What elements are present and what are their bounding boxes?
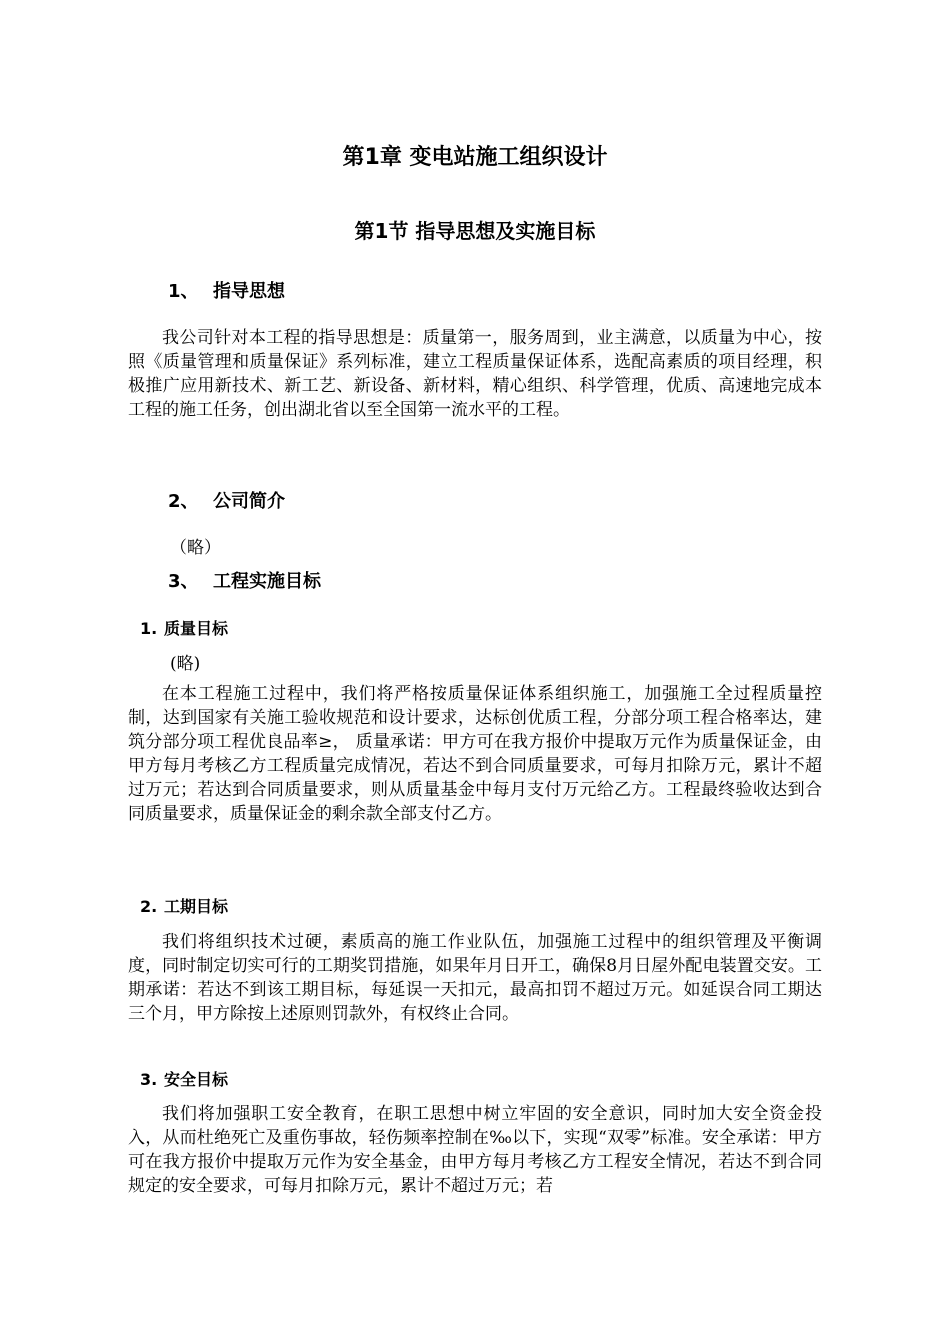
- heading-number: 2、: [168, 491, 199, 512]
- subheading-safety-goal: [140, 1068, 228, 1092]
- subheading-number: 2.: [140, 897, 158, 916]
- heading-text: 公司简介: [213, 491, 285, 512]
- subheading-schedule-goal: [140, 895, 228, 919]
- schedule-paragraph: 我们将组织技术过硬，素质高的施工作业队伍，加强施工过程中的组织管理及平衡调度，同时制定切实可行的工期奖罚措施，如果年月日开工，确保8月日屋外配电装置交安。工期承诺：若达不到该工期目标，每延误一天扣元，最高扣罚不超过万元。如延误合同工期达三个月，甲方除按上述原则罚款外，有权终止合同。: [128, 932, 822, 1024]
- quality-paragraph: 在本工程施工过程中，我们将严格按质量保证体系组织施工，加强施工全过程质量控制，达到国家有关施工验收规范和设计要求，达标创优质工程，分部分项工程合格率达，建筑分部分项工程优良品率≥， 质量承诺：甲方可在我方报价中提取万元作为质量保证金，由甲方每月考核乙方工程质量完成情况，若达不到合同质量要求，可每月扣除万元，累计不超过万元；若达到合同质量要求，则从质量基金中每月支付万元给乙方。工程最终验收达到合同质量要求，质量保证金的剩余款全部支付乙方。: [128, 684, 822, 824]
- heading-number: 1、: [168, 281, 199, 302]
- subheading-text: 工期目标: [164, 897, 229, 916]
- subheading-quality-goal: [140, 617, 228, 641]
- safety-paragraph: 我们将加强职工安全教育，在职工思想中树立牢固的安全意识，同时加大安全资金投入，从而杜绝死亡及重伤事故，轻伤频率控制在‰以下，实现“双零”标准。安全承诺：甲方可在我方报价中提取万元作为安全基金，由甲方每月考核乙方工程安全情况，若达不到合同规定的安全要求，可每月扣除万元，累计不超过万元；若: [128, 1104, 822, 1196]
- heading-implementation-goals: [168, 568, 321, 596]
- quality-note: (略): [170, 654, 201, 674]
- heading-number: 3、: [168, 571, 199, 592]
- subheading-number: 1.: [140, 619, 158, 638]
- section-title: 第1节 指导思想及实施目标: [354, 219, 596, 243]
- company-note: （略）: [170, 538, 221, 558]
- chapter-title: 第1章 变电站施工组织设计: [342, 145, 608, 170]
- subheading-number: 3.: [140, 1070, 158, 1089]
- subheading-text: 安全目标: [164, 1070, 229, 1089]
- guiding-paragraph: 我公司针对本工程的指导思想是：质量第一，服务周到，业主满意，以质量为中心，按照《质量管理和质量保证》系列标准，建立工程质量保证体系，选配高素质的项目经理，积极推广应用新技术、新工艺、新设备、新材料，精心组织、科学管理，优质、高速地完成本工程的施工任务，创出湖北省以至全国第一流水平的工程。: [128, 328, 822, 420]
- subheading-text: 质量目标: [164, 619, 229, 638]
- heading-text: 工程实施目标: [213, 571, 321, 592]
- heading-company-profile: [168, 488, 285, 516]
- heading-guiding-thought: [168, 278, 285, 306]
- heading-text: 指导思想: [213, 281, 285, 302]
